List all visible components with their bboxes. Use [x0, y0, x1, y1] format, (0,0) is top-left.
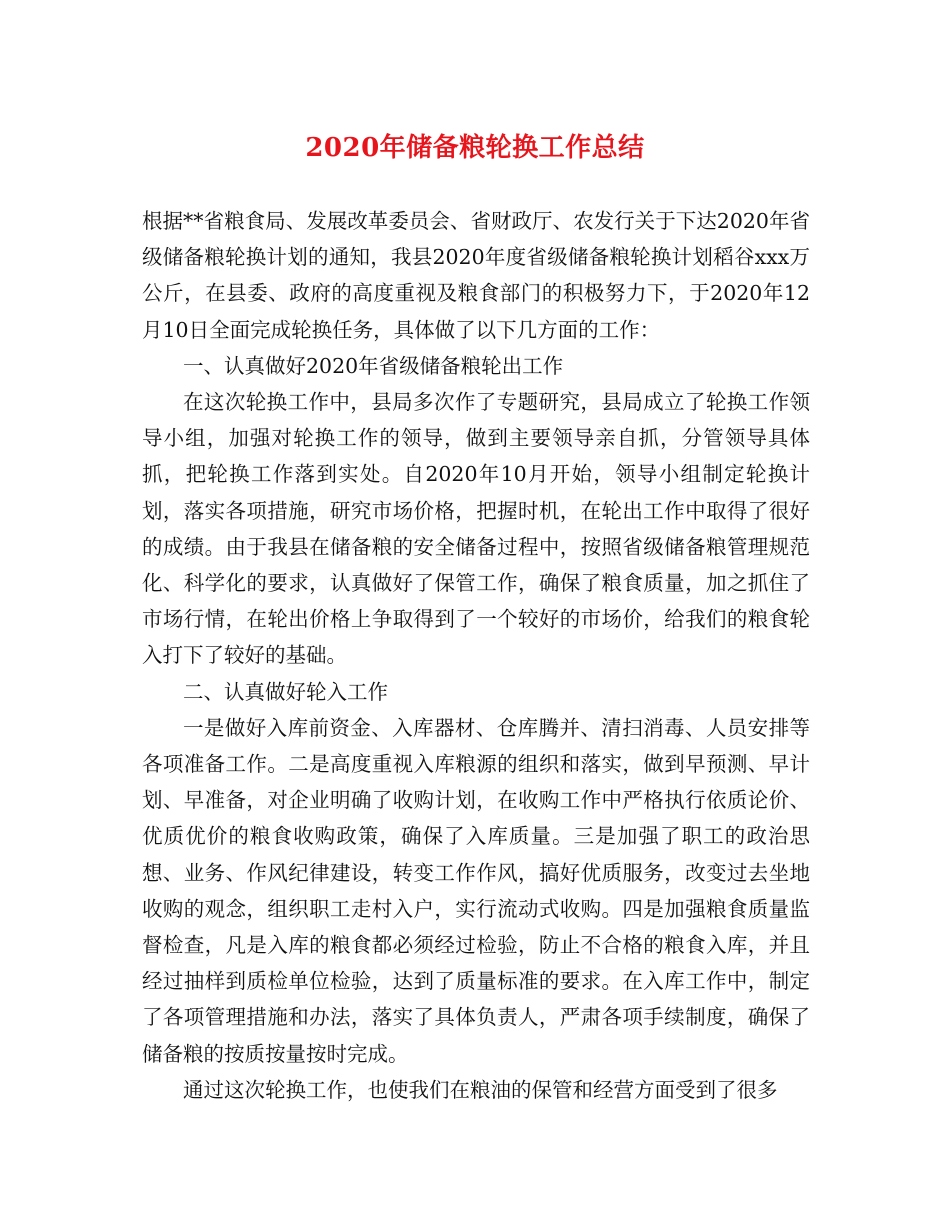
section-heading-rotation-in: 二、认真做好轮入工作 — [183, 679, 388, 704]
body-paragraph-rotation-out: 在这次轮换工作中，县局多次作了专题研究，县局成立了轮换工作领导小组，加强对轮换工作的领导，做到主要领导亲自抓，分管领导具体抓，把轮换工作落到实处。自2020年10月开始，领导小组制定轮换计划，落实各项措施，研究市场价格，把握时机，在轮出工作中取得了很好的成绩。由于我县在储备粮的安全储备过程中，按照省级储备粮管理规范化、科学化的要求，认真做好了保管工作，确保了粮食质量，加之抓住了市场行情，在轮出价格上争取得到了一个较好的市场价，给我们的粮食轮入打下了较好的基础。 — [142, 390, 810, 668]
document-title: 2020年储备粮轮换工作总结 — [305, 133, 645, 163]
body-paragraph-rotation-in: 一是做好入库前资金、入库器材、仓库腾并、清扫消毒、人员安排等各项准备工作。二是高度重视入库粮源的组织和落实，做到早预测、早计划、早准备，对企业明确了收购计划，在收购工作中严格执行依质论价、优质优价的粮食收购政策，确保了入库质量。三是加强了职工的政治思想、业务、作风纪律建设，转变工作作风，搞好优质服务，改变过去坐地收购的观念，组织职工走村入户，实行流动式收购。四是加强粮食质量监督检查，凡是入库的粮食都必须经过检验，防止不合格的粮食入库，并且经过抽样到质检单位检验，达到了质量标准的要求。在入库工作中，制定了各项管理措施和办法，落实了具体负责人，严肃各项手续制度，确保了储备粮的按质按量按时完成。 — [142, 715, 810, 1066]
body-paragraph-summary: 通过这次轮换工作，也使我们在粮油的保管和经营方面受到了很多 — [183, 1077, 778, 1102]
document-body — [142, 203, 810, 1108]
section-heading-rotation-out: 一、认真做好2020年省级储备粮轮出工作 — [183, 353, 564, 378]
intro-paragraph: 根据**省粮食局、发展改革委员会、省财政厅、农发行关于下达2020年省级储备粮轮换计划的通知，我县2020年度省级储备粮轮换计划稻谷xxx万公斤，在县委、政府的高度重视及粮食部门的积极努力下，于2020年12月10日全面完成轮换任务，具体做了以下几方面的工作： — [142, 209, 810, 342]
